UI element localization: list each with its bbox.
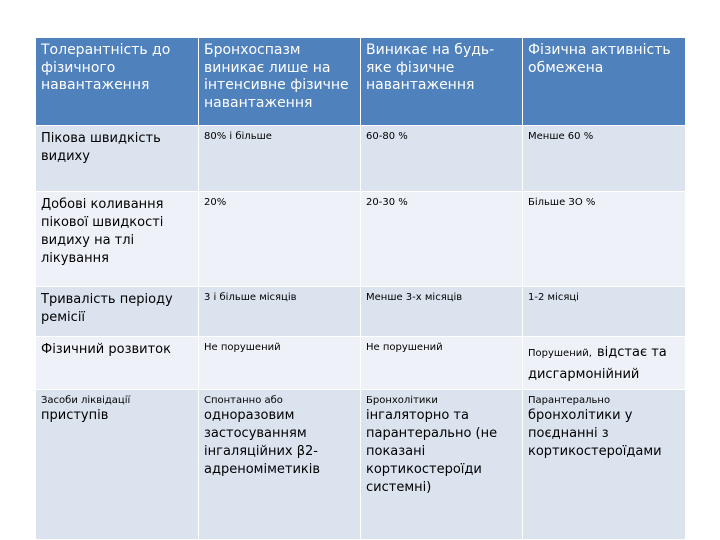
table-cell: Не порушений [199, 337, 361, 390]
cell-text-small: Спонтанно або [204, 395, 283, 406]
cell-text: одноразовим застосуванням інгаляційних β2-адреноміметиків [204, 408, 321, 477]
header-cell-tolerance: Толерантність до фізичного навантаження [36, 38, 199, 126]
table-cell: 60-80 % [361, 126, 523, 192]
header-cell-intensive: Бронхоспазм виникає лише на інтенсивне фізичне навантаження [199, 38, 361, 126]
cell-text-small: Бронхолітики [366, 395, 438, 406]
cell-text: приступів [41, 408, 109, 423]
row-label: Фізичний розвиток [36, 337, 199, 390]
table-row-remission [36, 287, 686, 337]
table-cell [361, 390, 523, 540]
table-row-physical-development [36, 337, 686, 390]
asthma-severity-table [35, 37, 686, 540]
table-cell: 80% і більше [199, 126, 361, 192]
row-label: Пікова швидкість видиху [36, 126, 199, 192]
row-label [36, 390, 199, 540]
table-cell: 20-30 % [361, 192, 523, 287]
cell-text: бронхолітики у поєднанні з кортикостероїдами [528, 408, 662, 459]
table-cell: Більше ЗО % [523, 192, 686, 287]
table-cell: Не порушений [361, 337, 523, 390]
cell-text-small: Порушений, [528, 348, 592, 359]
header-row [36, 38, 686, 126]
table-cell: Менше 60 % [523, 126, 686, 192]
table-row-attack-relief [36, 390, 686, 540]
row-label: Добові коливання пікової швидкості видиху на тлі лікування [36, 192, 199, 287]
table-cell: 1-2 місяці [523, 287, 686, 337]
table-cell [523, 337, 686, 390]
table-cell [523, 390, 686, 540]
cell-text: інгаляторно та парантерально (не показані кортикостероїди системні) [366, 408, 498, 495]
table-cell [199, 390, 361, 540]
header-cell-any-load: Виникає на будь-яке фізичне навантаження [361, 38, 523, 126]
cell-text-small: Парантерально [528, 395, 611, 406]
cell-text-small: Засоби ліквідації [41, 395, 131, 406]
table-cell: Менше 3-х місяців [361, 287, 523, 337]
table-row-peak-flow [36, 126, 686, 192]
table-cell: 20% [199, 192, 361, 287]
header-cell-limited: Фізична активність обмежена [523, 38, 686, 126]
cell-text: відстає та дисгармонійний [528, 345, 667, 382]
table-cell: 3 і більше місяців [199, 287, 361, 337]
row-label: Тривалість періоду ремісії [36, 287, 199, 337]
table-row-daily-variation [36, 192, 686, 287]
